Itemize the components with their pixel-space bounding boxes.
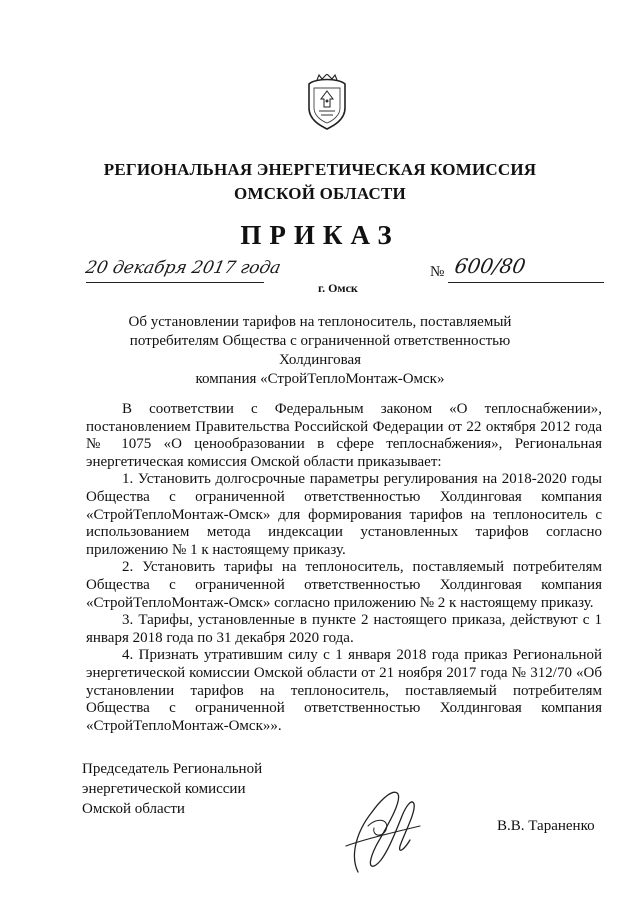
document-city: г. Омск: [318, 281, 358, 295]
body-preamble: В соответствии с Федеральным законом «О теплоснабжении», постановлением Правительства Российской Федерации от 22 октября 2012 года № 1075 «О ценообразовании в сфере теплоснабжения», Региональная энергетическая комиссия Омской области приказывает:: [86, 401, 602, 470]
body-item: 3. Тарифы, установленные в пункте 2 настоящего приказа, действуют с 1 января 2018 года по 31 декабря 2020 года.: [86, 612, 602, 646]
handwritten-signature: [328, 776, 432, 880]
number-underline: [448, 282, 604, 283]
document-type-title: ПРИКАЗ: [240, 220, 400, 250]
subject-line: компания «СтройТеплоМонтаж-Омск»: [195, 371, 445, 387]
subject-line: потребителям Общества с ограниченной ответственностью Холдинговая: [129, 333, 511, 368]
document-date: 20 декабря 2017 года: [83, 258, 283, 278]
signatory-title-line: Председатель Региональной: [82, 761, 263, 777]
document-number: 600/80: [452, 254, 528, 278]
signatory-title-line: энергетической комиссии: [82, 781, 246, 797]
document-subject: [90, 313, 550, 389]
signatory-title-line: Омской области: [82, 801, 185, 817]
subject-line: Об установлении тарифов на теплоноситель, поставляемый: [128, 314, 512, 330]
coat-of-arms-emblem: [305, 74, 349, 130]
signatory-title: [82, 759, 262, 819]
body-item: 1. Установить долгосрочные параметры регулирования на 2018-2020 годы Общества с ограниченной ответственностью Холдинговая компания «СтройТеплоМонтаж-Омск» для формирования тарифов на теплоноситель с использованием метода индексации установленных тарифов согласно приложению № 1 к настоящему приказу.: [86, 471, 602, 558]
document-body: [86, 401, 602, 735]
signatory-name: В.В. Тараненко: [497, 818, 595, 834]
date-underline: [86, 282, 264, 283]
body-item: 2. Установить тарифы на теплоноситель, поставляемый потребителям Общества с ограниченной ответственностью Холдинговая компания «СтройТеплоМонтаж-Омск» согласно приложению № 2 к настоящему приказу.: [86, 559, 602, 611]
number-sign: №: [430, 264, 445, 280]
organization-name-line2: ОМСКОЙ ОБЛАСТИ: [234, 184, 406, 203]
organization-name-line1: РЕГИОНАЛЬНАЯ ЭНЕРГЕТИЧЕСКАЯ КОМИССИЯ: [103, 160, 537, 179]
body-item: 4. Признать утратившим силу с 1 января 2018 года приказ Региональной энергетической комиссии Омской области от 21 ноября 2017 года № 312/70 «Об установлении тарифов на теплоноситель, поставляемый потребителям Общества с ограниченной ответственностью Холдинговая компания «СтройТеплоМонтаж-Омск»».: [86, 647, 602, 734]
